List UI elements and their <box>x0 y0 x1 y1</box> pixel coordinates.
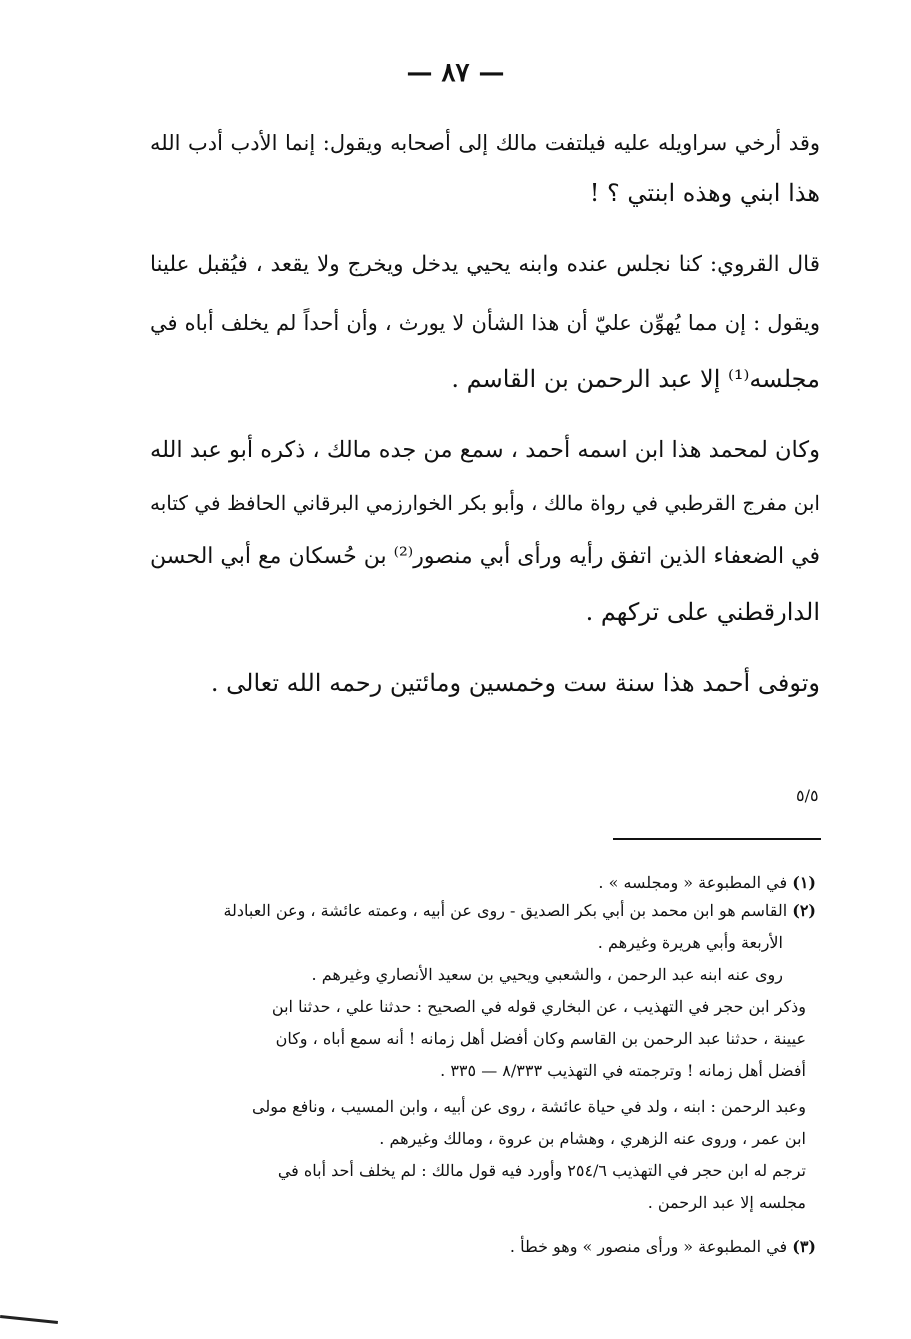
footnote-2-line: مجلسه إلا عبد الرحمن . <box>647 1193 806 1212</box>
paragraph-4 <box>150 668 820 698</box>
paragraph-3-line-4 <box>150 597 820 627</box>
footnote-number: (٢) <box>792 901 816 920</box>
paragraph-line: وتوفى أحمد هذا سنة ست وخمسين ومائتين رحمه الله تعالى . <box>210 669 820 697</box>
footnote-text: القاسم هو ابن محمد بن أبي بكر الصديق - روى عن أبيه ، وعمته عائشة ، وعن العبادلة <box>223 901 788 920</box>
footnote-2 <box>223 900 816 922</box>
paragraph-2 <box>150 250 820 280</box>
footnote-number: (١) <box>792 873 816 892</box>
margin-mark: ٥/٥ <box>796 786 819 805</box>
paragraph-3-line-3 <box>150 542 820 572</box>
paragraph-line: وقد أرخي سراويله عليه فيلتفت مالك إلى أصحابه ويقول: إنما الأدب أدب الله <box>150 131 820 155</box>
footnote-2-line: الأربعة وأبي هريرة وغيرهم . <box>597 933 783 952</box>
footnote-2-line: ترجم له ابن حجر في التهذيب ٢٥٤/٦ وأورد فيه قول مالك : لم يخلف أحد أباه في <box>277 1161 806 1180</box>
paragraph-line: مجلسه⁽¹⁾ إلا عبد الرحمن بن القاسم . <box>451 365 820 393</box>
paragraph-line: الدارقطني على تركهم . <box>585 598 820 626</box>
footnote-1 <box>598 872 816 894</box>
paragraph-line: في الضعفاء الذين اتفق رأيه ورأى أبي منصور⁽²⁾ بن حُسكان مع أبي الحسن <box>150 544 820 569</box>
paragraph-3-line-2 <box>150 488 820 518</box>
paragraph-line: هذا ابني وهذه ابنتي ؟ ! <box>589 179 820 207</box>
paragraph-line: قال القروي: كنا نجلس عنده وابنه يحيي يدخل ويخرج ولا يقعد ، فيُقبل علينا <box>150 252 820 277</box>
paragraph-1 <box>150 128 820 158</box>
scan-edge-mark <box>0 1315 58 1324</box>
paragraph-3 <box>150 435 820 465</box>
footnote-2-line: وعبد الرحمن : ابنه ، ولد في حياة عائشة ، روى عن أبيه ، وابن المسيب ، ونافع مولى <box>251 1097 806 1116</box>
footnote-divider <box>613 838 821 840</box>
paragraph-2-line-2 <box>150 308 820 338</box>
footnote-2-line: وذكر ابن حجر في التهذيب ، عن البخاري قوله في الصحيح : حدثنا علي ، حدثنا ابن <box>271 997 806 1016</box>
footnote-2-line: عيينة ، حدثنا عبد الرحمن بن القاسم وكان أفضل أهل زمانه ! أنه سمع أباه ، وكان <box>275 1029 806 1048</box>
footnote-number: (٣) <box>792 1237 816 1256</box>
paragraph-2-line-3 <box>150 364 820 394</box>
footnote-2-line: روى عنه ابنه عبد الرحمن ، والشعبي ويحيي بن سعيد الأنصاري وغيرهم . <box>311 965 783 984</box>
footnote-text: في المطبوعة « ومجلسه » . <box>598 873 788 892</box>
paragraph-line: ويقول : إن مما يُهوِّن عليّ أن هذا الشأن لا يورث ، وأن أحداً لم يخلف أباه في <box>150 311 820 335</box>
footnote-3 <box>510 1236 816 1258</box>
footnote-text: في المطبوعة « ورأى منصور » وهو خطأ . <box>509 1237 788 1256</box>
footnote-2-line: ابن عمر ، وروى عنه الزهري ، وهشام بن عروة ، ومالك وغيرهم . <box>379 1129 806 1148</box>
footnote-2-line: أفضل أهل زمانه ! وترجمته في التهذيب ٨/٣٣٣ — ٣٣٥ . <box>440 1061 806 1080</box>
page-number: — ٨٧ — <box>406 58 505 88</box>
paragraph-line: وكان لمحمد هذا ابن اسمه أحمد ، سمع من جده مالك ، ذكره أبو عبد الله <box>150 437 820 463</box>
paragraph-1-cont <box>150 178 820 208</box>
paragraph-line: ابن مفرج القرطبي في رواة مالك ، وأبو بكر الخوارزمي البرقاني الحافظ في كتابه <box>150 491 820 515</box>
